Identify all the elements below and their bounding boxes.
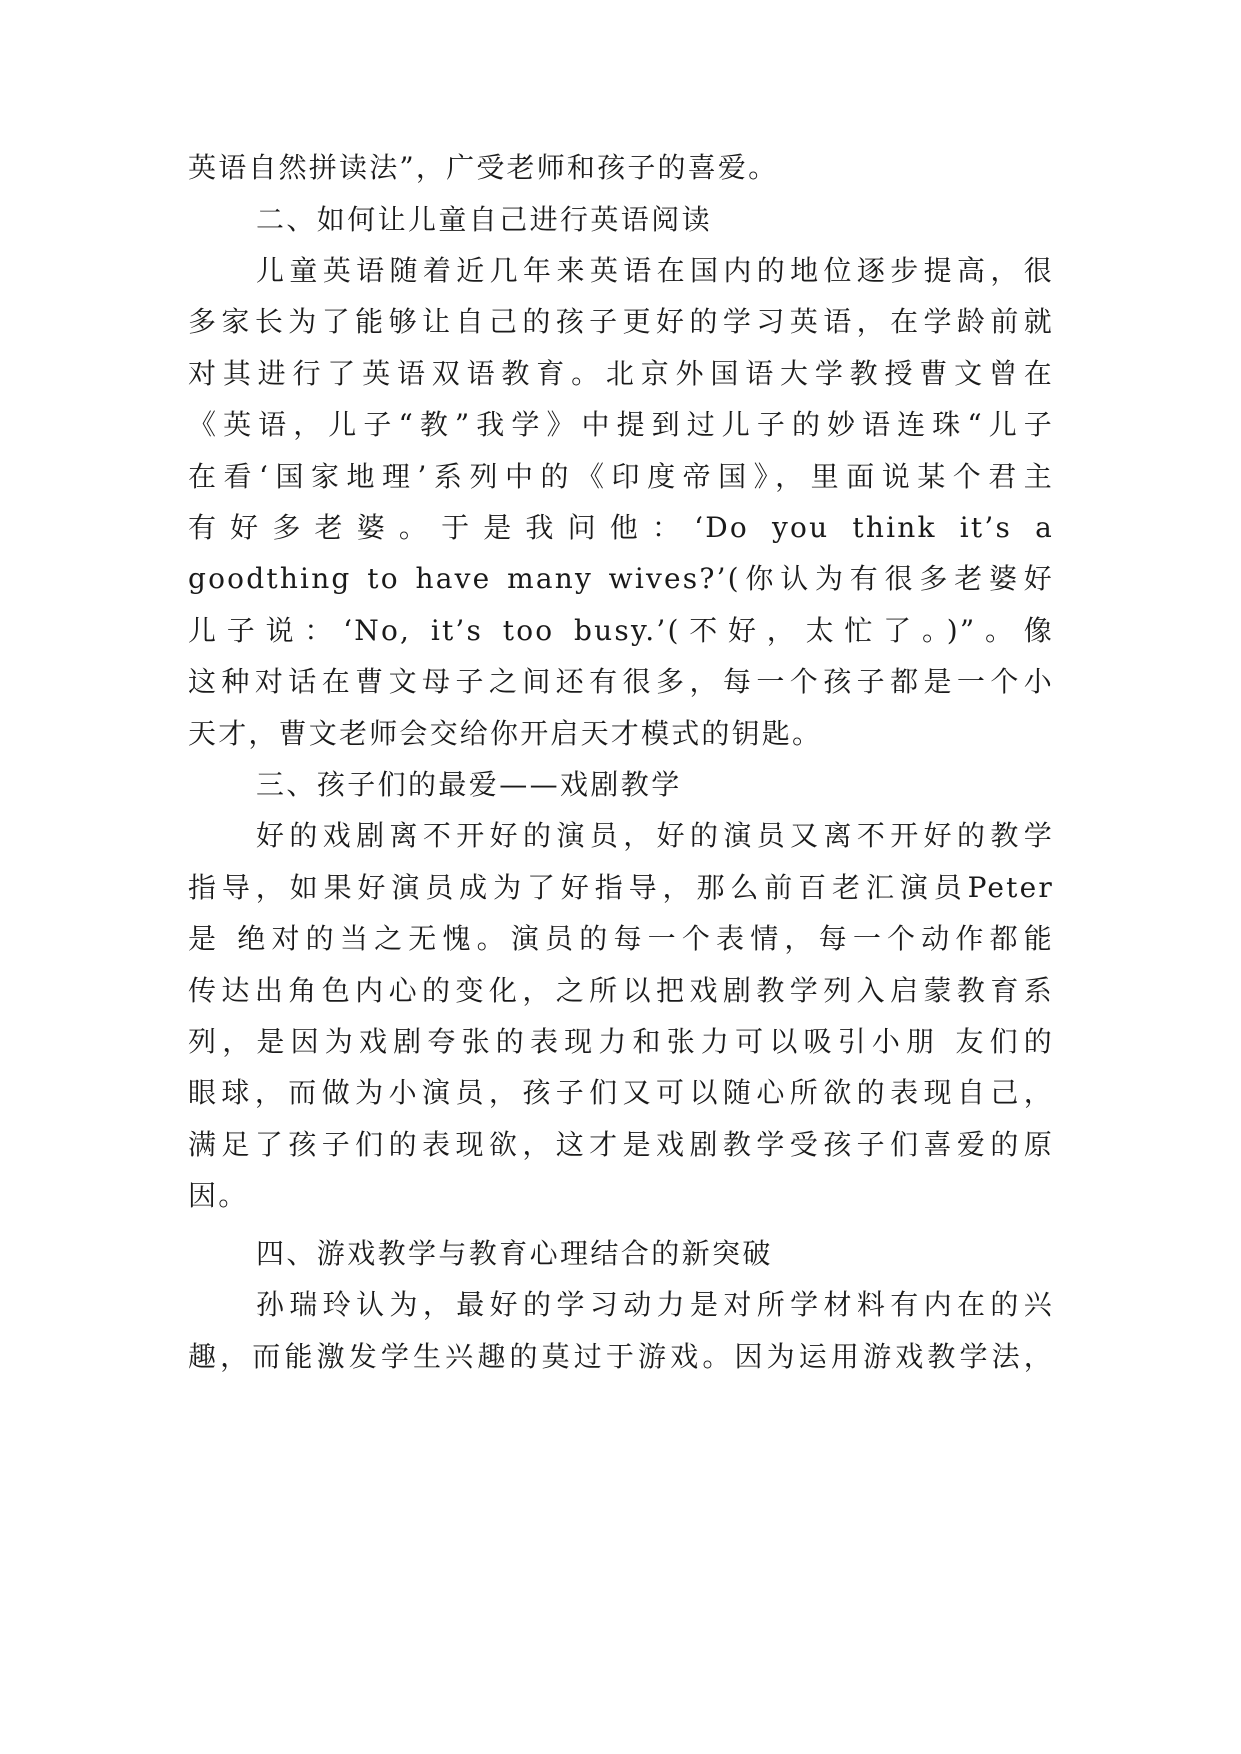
section-heading-3: 三、孩子们的最爱——戏剧教学 — [256, 768, 682, 801]
paragraph-line: 对其进行了英语双语教育。北京外国语大学教授曹文曾在 — [188, 357, 1054, 390]
paragraph-line: 眼球，而做为小演员，孩子们又可以随心所欲的表现自己， — [188, 1076, 1054, 1109]
paragraph-line: 在看‘国家地理’系列中的《印度帝国》，里面说某个君主 — [188, 460, 1054, 493]
paragraph-line: 有好多老婆。于是我问他：‘Do you think it’s a — [188, 511, 1054, 544]
paragraph-line: 传达出角色内心的变化，之所以把戏剧教学列入启蒙教育系 — [188, 974, 1054, 1007]
paragraph-line: 英语自然拼读法”，广受老师和孩子的喜爱。 — [188, 151, 779, 184]
paragraph-line: 好的戏剧离不开好的演员，好的演员又离不开好的教学 — [256, 819, 1054, 852]
paragraph-line: 满足了孩子们的表现欲，这才是戏剧教学受孩子们喜爱的原 — [188, 1128, 1054, 1161]
paragraph-line: 天才，曹文老师会交给你开启天才模式的钥匙。 — [188, 717, 823, 750]
paragraph-line: 多家长为了能够让自己的孩子更好的学习英语，在学龄前就 — [188, 305, 1054, 338]
paragraph-line: 儿子说：‘No, it’s too busy.’(不好，太忙了。)”。像 — [188, 614, 1054, 647]
paragraph-line: 趣，而能激发学生兴趣的莫过于游戏。因为运用游戏教学法， — [188, 1340, 1054, 1373]
section-heading-2: 二、如何让儿童自己进行英语阅读 — [256, 203, 713, 236]
paragraph-line: goodthing to have many wives?’(你认为有很多老婆好 — [188, 562, 1054, 595]
paragraph-line: 这种对话在曹文母子之间还有很多，每一个孩子都是一个小 — [188, 665, 1054, 698]
paragraph-line: 孙瑞玲认为，最好的学习动力是对所学材料有内在的兴 — [256, 1288, 1054, 1321]
paragraph-line: 儿童英语随着近几年来英语在国内的地位逐步提高，很 — [256, 254, 1054, 287]
section-heading-4: 四、游戏教学与教育心理结合的新突破 — [256, 1237, 773, 1270]
paragraph-line: 因。 — [188, 1179, 249, 1212]
paragraph-line: 是 绝对的当之无愧。演员的每一个表情，每一个动作都能 — [188, 922, 1054, 955]
paragraph-line: 《英语，儿子“教”我学》中提到过儿子的妙语连珠“儿子 — [188, 408, 1054, 441]
paragraph-line: 列，是因为戏剧夸张的表现力和张力可以吸引小朋 友们的 — [188, 1025, 1054, 1058]
paragraph-line: 指导，如果好演员成为了好指导，那么前百老汇演员Peter — [188, 871, 1054, 904]
